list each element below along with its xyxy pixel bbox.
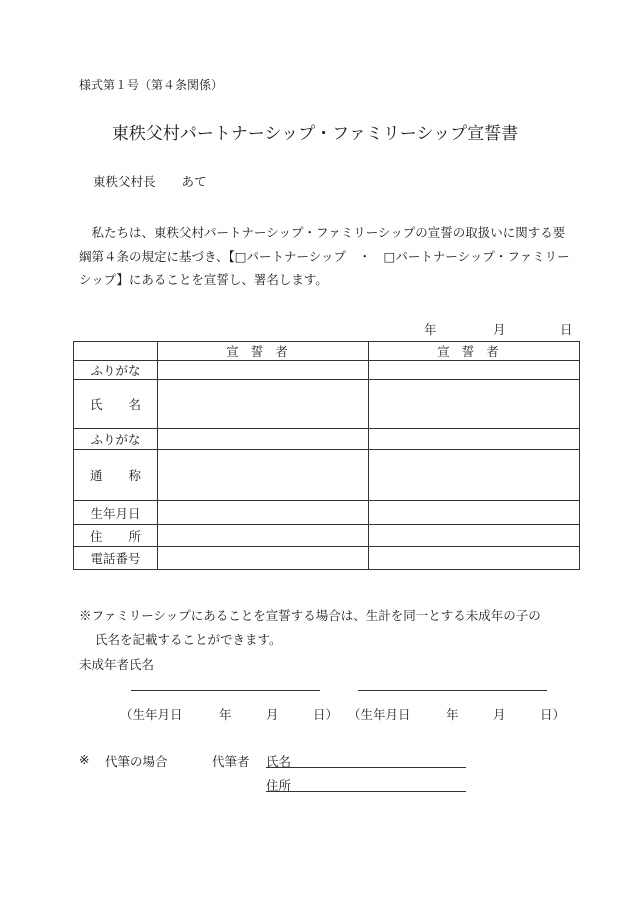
table-row xyxy=(74,501,580,525)
alias-furigana-field-1[interactable] xyxy=(158,429,369,450)
header-declarant-2: 宣誓者 xyxy=(369,342,580,361)
table-row xyxy=(74,547,580,570)
proxy-marker: ※ xyxy=(79,752,90,767)
family-note xyxy=(79,604,589,652)
birthdate-month-2: 月 xyxy=(493,707,506,722)
table-row xyxy=(74,380,580,429)
address-field-2[interactable] xyxy=(369,525,580,547)
table-row xyxy=(74,525,580,547)
row-label-furigana: ふりがな xyxy=(74,361,158,380)
table-row xyxy=(74,429,580,450)
row-label-name: 氏名 xyxy=(74,380,158,429)
birthdate-open-2: （生年月日 xyxy=(348,707,411,722)
minor-name-line-2[interactable] xyxy=(358,690,547,691)
furigana-field-2[interactable] xyxy=(369,361,580,380)
alias-field-2[interactable] xyxy=(369,450,580,501)
row-label-birthdate: 生年月日 xyxy=(74,501,158,525)
row-label-phone: 電話番号 xyxy=(74,547,158,570)
alias-furigana-field-2[interactable] xyxy=(369,429,580,450)
alias-field-1[interactable] xyxy=(158,450,369,501)
addressee xyxy=(93,172,207,190)
row-label-alias: 通称 xyxy=(74,450,158,501)
table-row xyxy=(74,450,580,501)
header-empty-cell xyxy=(74,342,158,361)
document-title: 東秩父村パートナーシップ・ファミリーシップ宣誓書 xyxy=(111,124,519,144)
form-number: 様式第１号（第４条関係） xyxy=(79,78,224,92)
row-label-furigana-alias: ふりがな xyxy=(74,429,158,450)
proxy-case-label: 代筆の場合 xyxy=(105,754,168,769)
family-note-line1: ※ファミリーシップにあることを宣誓する場合は、生計を同一とする未成年の子の xyxy=(79,608,541,623)
addressee-name: 東秩父村長 xyxy=(93,174,156,189)
proxy-name-label: 氏名 xyxy=(266,754,292,769)
table-header-row xyxy=(74,342,580,361)
date-month-label: 月 xyxy=(493,322,506,337)
proxy-address-label: 住所 xyxy=(266,778,292,793)
row-label-address: 住所 xyxy=(74,525,158,547)
birthdate-field-1[interactable] xyxy=(158,501,369,525)
furigana-field-1[interactable] xyxy=(158,361,369,380)
proxy-writer-label: 代筆者 xyxy=(212,754,250,769)
minor-name-line-1[interactable] xyxy=(131,690,320,691)
header-declarant-1: 宣誓者 xyxy=(158,342,369,361)
phone-field-2[interactable] xyxy=(369,547,580,570)
name-field-1[interactable] xyxy=(158,380,369,429)
proxy-name-line[interactable] xyxy=(266,767,466,768)
birthdate-day-2: 日） xyxy=(540,707,566,722)
date-day-label: 日 xyxy=(560,322,573,337)
birthdate-month-1: 月 xyxy=(266,707,279,722)
birthdate-year-1: 年 xyxy=(219,707,232,722)
minor-name-label: 未成年者氏名 xyxy=(79,657,155,672)
declaration-text: 私たちは、東秩父村パートナーシップ・ファミリーシップの宣誓の取扱いに関する要綱第４条の規定に基づき、【□パートナーシップ ・ □パートナーシップ・ファミリーシップ】にあることを宣誓し、署名します。 xyxy=(79,225,570,288)
proxy-address-line[interactable] xyxy=(266,791,466,792)
birthdate-year-2: 年 xyxy=(446,707,459,722)
addressee-suffix: あて xyxy=(181,174,207,189)
birthdate-day-1: 日） xyxy=(313,707,339,722)
date-year-label: 年 xyxy=(424,322,437,337)
birthdate-open-1: （生年月日 xyxy=(120,707,183,722)
name-field-2[interactable] xyxy=(369,380,580,429)
table-row xyxy=(74,361,580,380)
birthdate-field-2[interactable] xyxy=(369,501,580,525)
address-field-1[interactable] xyxy=(158,525,369,547)
declaration-table xyxy=(73,341,580,570)
phone-field-1[interactable] xyxy=(158,547,369,570)
family-note-line2: 氏名を記載することができます。 xyxy=(95,632,282,647)
